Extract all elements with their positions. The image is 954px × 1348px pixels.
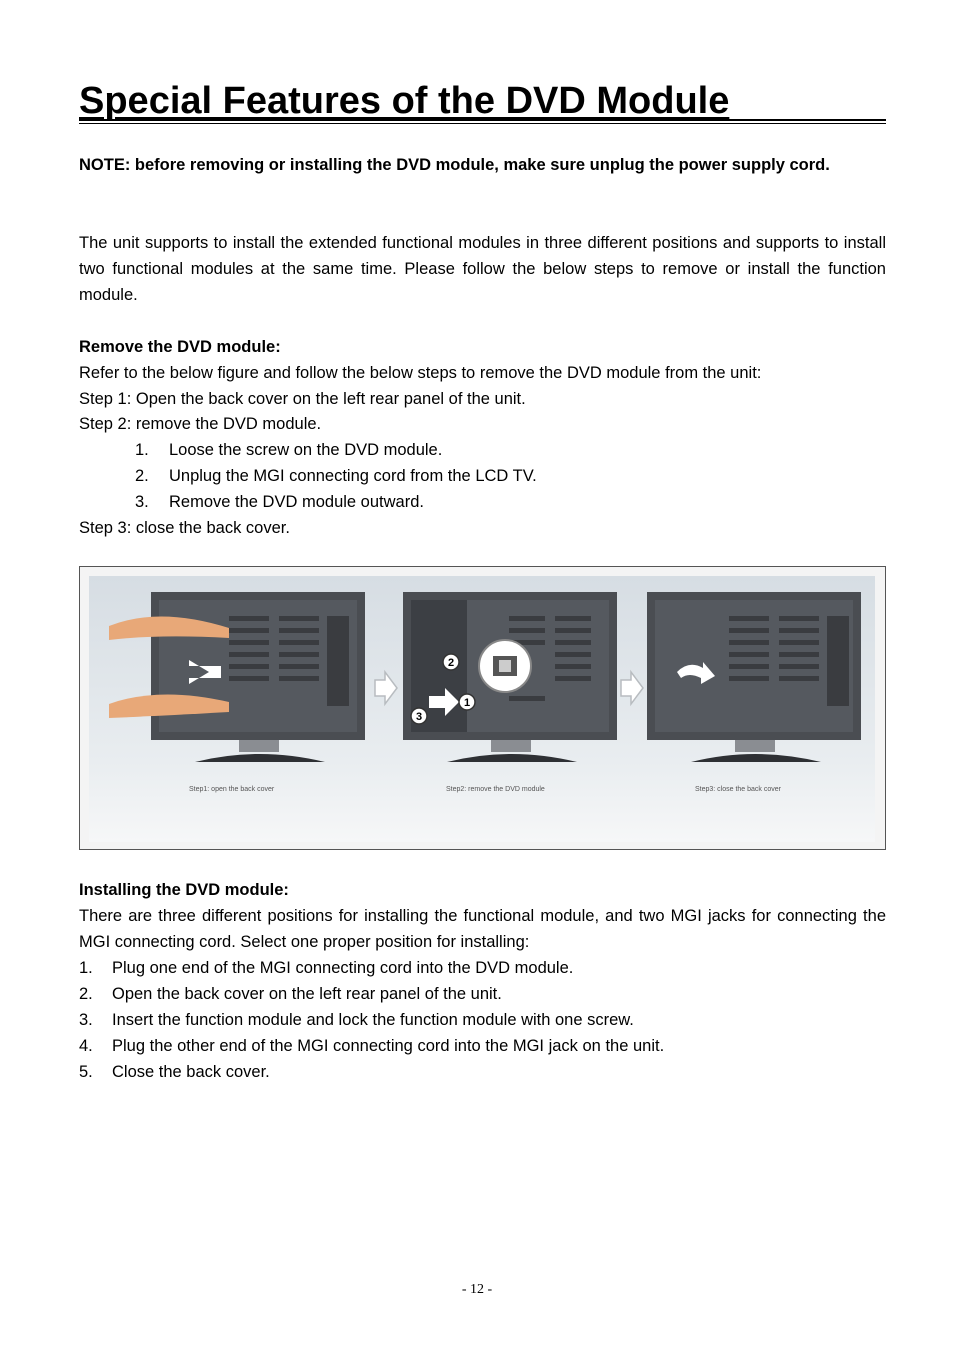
install-heading: Installing the DVD module:: [79, 881, 289, 899]
figure-caption: Step3: close the back cover: [695, 786, 781, 793]
page-number: - 12 -: [461, 1282, 493, 1297]
tv-panel-2: [403, 592, 617, 762]
install-item-number: 4.: [79, 1037, 93, 1055]
remove-heading: Remove the DVD module:: [79, 338, 281, 356]
marker-label: 1: [463, 697, 471, 709]
install-item-number: 2.: [79, 985, 93, 1003]
install-item: [79, 1033, 664, 1059]
install-item-text: Plug the other end of the MGI connecting cord into the MGI jack on the unit.: [112, 1037, 665, 1055]
step-marker-icon: [411, 708, 427, 724]
note-paragraph: NOTE: before removing or installing the DVD module, make sure unplug the power supply cord.: [79, 156, 830, 174]
install-item: [79, 955, 573, 981]
flow-arrow-icon: [621, 672, 643, 704]
figure-background: [89, 576, 875, 842]
substep-number: 2.: [135, 467, 149, 485]
tv-panel-1: [109, 592, 365, 762]
remove-lead: Refer to the below figure and follow the below steps to remove the DVD module from the unit:: [79, 364, 762, 382]
title-rule: [79, 119, 886, 121]
tv-panel-3: [647, 592, 861, 762]
substep-text: Unplug the MGI connecting cord from the LCD TV.: [169, 467, 537, 485]
substep-number: 1.: [135, 441, 149, 459]
install-item-text: Insert the function module and lock the function module with one screw.: [112, 1011, 634, 1029]
install-item-text: Close the back cover.: [112, 1063, 270, 1081]
substep-text: Loose the screw on the DVD module.: [169, 441, 443, 459]
flow-arrow-icon: [375, 672, 397, 704]
install-item-text: Open the back cover on the left rear panel of the unit.: [112, 985, 502, 1003]
substep-item: [135, 463, 537, 489]
install-item-number: 1.: [79, 959, 93, 977]
install-item-number: 5.: [79, 1063, 93, 1081]
install-item-number: 3.: [79, 1011, 93, 1029]
install-item: [79, 1059, 270, 1085]
title-rule-thin: [79, 123, 886, 124]
remove-step-2: Step 2: remove the DVD module.: [79, 415, 322, 433]
removal-figure: [79, 566, 886, 850]
install-item: [79, 1007, 634, 1033]
figure-illustration: [89, 576, 875, 842]
step-marker-icon: [443, 654, 459, 670]
substep-text: Remove the DVD module outward.: [169, 493, 424, 511]
step-marker-icon: [459, 694, 475, 710]
figure-caption: Step1: open the back cover: [189, 786, 275, 793]
remove-step-3: Step 3: close the back cover.: [79, 519, 290, 537]
marker-label: 3: [415, 711, 423, 723]
figure-caption: Step2: remove the DVD module: [446, 786, 545, 793]
substep-item: [135, 437, 442, 463]
install-intro: There are three different positions for installing the functional module, and two MGI jacks for connecting the MGI connecting cord. Select one proper position for installing:: [79, 907, 886, 951]
page-title: [79, 78, 886, 124]
substep-item: [135, 489, 424, 515]
remove-step-1: Step 1: Open the back cover on the left rear panel of the unit.: [79, 390, 526, 408]
install-item-text: Plug one end of the MGI connecting cord into the DVD module.: [112, 959, 574, 977]
marker-label: 2: [447, 657, 455, 669]
substep-number: 3.: [135, 493, 149, 511]
page-title-text: Special Features of the DVD Module: [79, 80, 730, 122]
intro-paragraph: The unit supports to install the extended functional modules in three different positions and supports to install two functional modules at the same time. Please follow the below steps to remove or install the function module.: [79, 234, 886, 304]
install-item: [79, 981, 502, 1007]
